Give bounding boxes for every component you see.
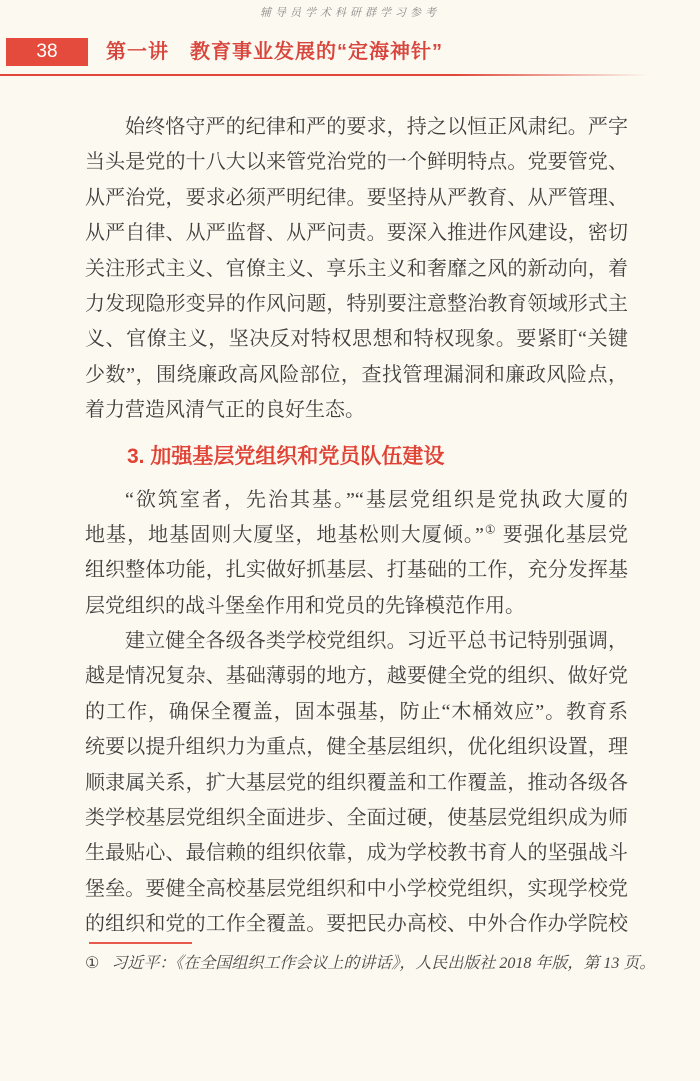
text-line: 的组织和党的工作全覆盖。要把民办高校、中外合作办学院校 [85,913,628,936]
page-number: 38 [6,38,88,66]
text-line: 类学校基层党组织全面进步、全面过硬，使基层党组织成为师 [85,807,628,830]
text-segment: 地基，地基固则大厦坚，地基松则大厦倾。” [85,523,484,546]
text-line: 少数”，围绕廉政高风险部位，查找管理漏洞和廉政风险点， [85,363,628,386]
footnote-text: 习近平：《在全国组织工作会议上的讲话》，人民出版社 2018 年版，第 13 页。 [111,955,656,972]
header-rule [0,74,648,76]
text-line: 层党组织的战斗堡垒作用和党员的先锋模范作用。 [85,594,525,617]
section-heading: 3. 加强基层党组织和党员队伍建设 [127,444,445,468]
text-line: 统要以提升组织力为重点，健全基层组织，优化组织设置，理 [85,736,628,759]
body-text [85,110,628,943]
text-line: 着力营造风清气正的良好生态。 [85,399,365,422]
text-line: 从严自律、从严监督、从严问责。要深入推进作风建设，密切 [85,222,628,245]
footnote-block [85,942,656,976]
text-line: 关注形式主义、官僚主义、享乐主义和奢靡之风的新动向，着 [85,257,628,280]
text-line: 的工作，确保全覆盖，固本强基，防止“木桶效应”。教育系 [85,700,628,723]
text-line: “欲筑室者，先治其基。”“基层党组织是党执政大厦的 [125,488,628,511]
text-line: 从严治党，要求必须严明纪律。要坚持从严教育、从严管理、 [85,186,628,209]
text-line: 当头是党的十八大以来管党治党的一个鲜明特点。党要管党、 [85,151,628,174]
footnote-rule [89,942,192,944]
text-line [85,518,628,553]
footnote-marker: ① [85,955,100,972]
text-line: 组织整体功能，扎实做好抓基层、打基础的工作，充分发挥基 [85,559,628,582]
text-line: 越是情况复杂、基础薄弱的地方，越要健全党的组织、做好党 [85,665,628,688]
paragraph [85,624,628,943]
text-line: 建立健全各级各类学校党组织。习近平总书记特别强调， [125,630,628,653]
paragraph [85,483,628,625]
text-line: 顺隶属关系，扩大基层党的组织覆盖和工作覆盖，推动各级各 [85,771,628,794]
footnote [85,952,656,976]
text-line: 生最贴心、最信赖的组织依靠，成为学校教书育人的坚强战斗 [85,842,628,865]
text-line: 力发现隐形变异的作风问题，特别要注意整治教育领域形式主 [85,292,628,315]
text-line: 始终恪守严的纪律和严的要求，持之以恒正风肃纪。严字 [125,116,628,138]
text-segment: 要强化基层党 [496,523,628,546]
chapter-header [0,38,700,66]
paragraph [85,110,628,429]
footnote-ref-1: ① [483,522,497,537]
running-head: 辅导员学术科研群学习参考 [260,7,440,19]
text-line: 堡垒。要健全高校基层党组织和中小学校党组织，实现学校党 [85,877,628,900]
chapter-title: 第一讲 教育事业发展的“定海神针” [106,41,443,63]
text-line: 义、官僚主义，坚决反对特权思想和特权现象。要紧盯“关键 [85,328,628,351]
